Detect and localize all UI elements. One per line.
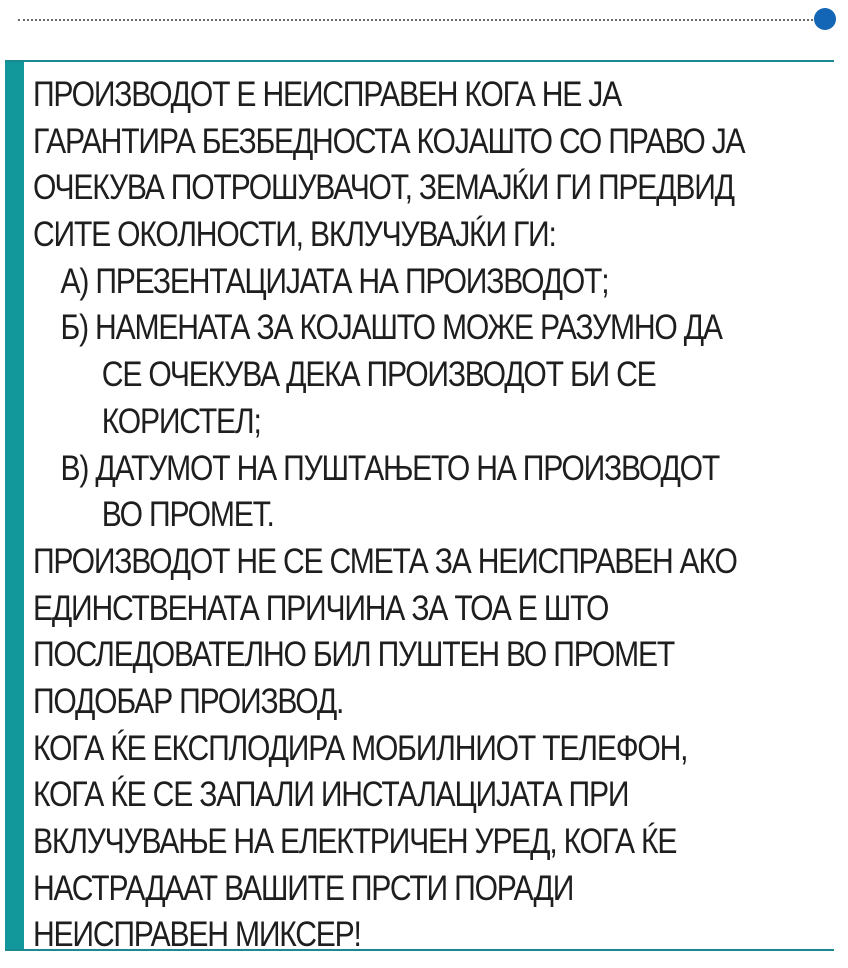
article-text (33, 72, 745, 959)
list-item-b: Б) НАМЕНАТА ЗА КОЈАШТО МОЖЕ РАЗУМНО ДА (60, 308, 722, 348)
text-line: ЕДИНСТВЕНАТА ПРИЧИНА ЗА ТОА Е ШТО (33, 588, 609, 628)
list-item-c-continued: ВО ПРОМЕТ. (101, 495, 274, 535)
accent-side-bar (5, 62, 24, 949)
text-line: НАСТРАДААТ ВАШИТЕ ПРСТИ ПОРАДИ (33, 868, 574, 908)
bullet-dot-icon (814, 8, 836, 30)
text-line: ПРОИЗВОДОТ НЕ СЕ СМЕТА ЗА НЕИСПРАВЕН АКО (33, 541, 737, 581)
text-line: НЕИСПРАВЕН МИКСЕР! (33, 915, 361, 955)
text-line: ПОДОБАР ПРОИЗВОД. (33, 681, 344, 721)
list-item-a: А) ПРЕЗЕНТАЦИЈАТА НА ПРОИЗВОДОТ; (60, 261, 609, 301)
text-line: ГАРАНТИРА БЕЗБЕДНОСТА КОЈАШТО СО ПРАВО ЈА (33, 121, 745, 161)
text-line: СИТЕ ОКОЛНОСТИ, ВКЛУЧУВАЈЌИ ГИ: (33, 215, 556, 255)
dotted-divider (18, 19, 821, 21)
list-item-c: В) ДАТУМОТ НА ПУШТАЊЕТО НА ПРОИЗВОДОТ (60, 448, 720, 488)
text-line: ПРОИЗВОДОТ Е НЕИСПРАВЕН КОГА НЕ ЈА (33, 75, 622, 114)
list-item-b-continued: КОРИСТЕЛ; (101, 401, 261, 441)
text-line: ПОСЛЕДОВАТЕЛНО БИЛ ПУШТЕН ВО ПРОМЕТ (33, 635, 675, 675)
text-box (5, 60, 834, 955)
list-item-b-continued: СЕ ОЧЕКУВА ДЕКА ПРОИЗВОДОТ БИ СЕ (101, 355, 656, 395)
text-line: ОЧЕКУВА ПОТРОШУВАЧОТ, ЗЕМАЈЌИ ГИ ПРЕДВИД (33, 168, 734, 208)
text-line: КОГА ЌЕ ЕКСПЛОДИРА МОБИЛНИОТ ТЕЛЕФОН, (33, 728, 688, 768)
text-line: КОГА ЌЕ СЕ ЗАПАЛИ ИНСТАЛАЦИЈАТА ПРИ (33, 775, 629, 815)
text-line: ВКЛУЧУВАЊЕ НА ЕЛЕКТРИЧЕН УРЕД, КОГА ЌЕ (33, 822, 677, 861)
